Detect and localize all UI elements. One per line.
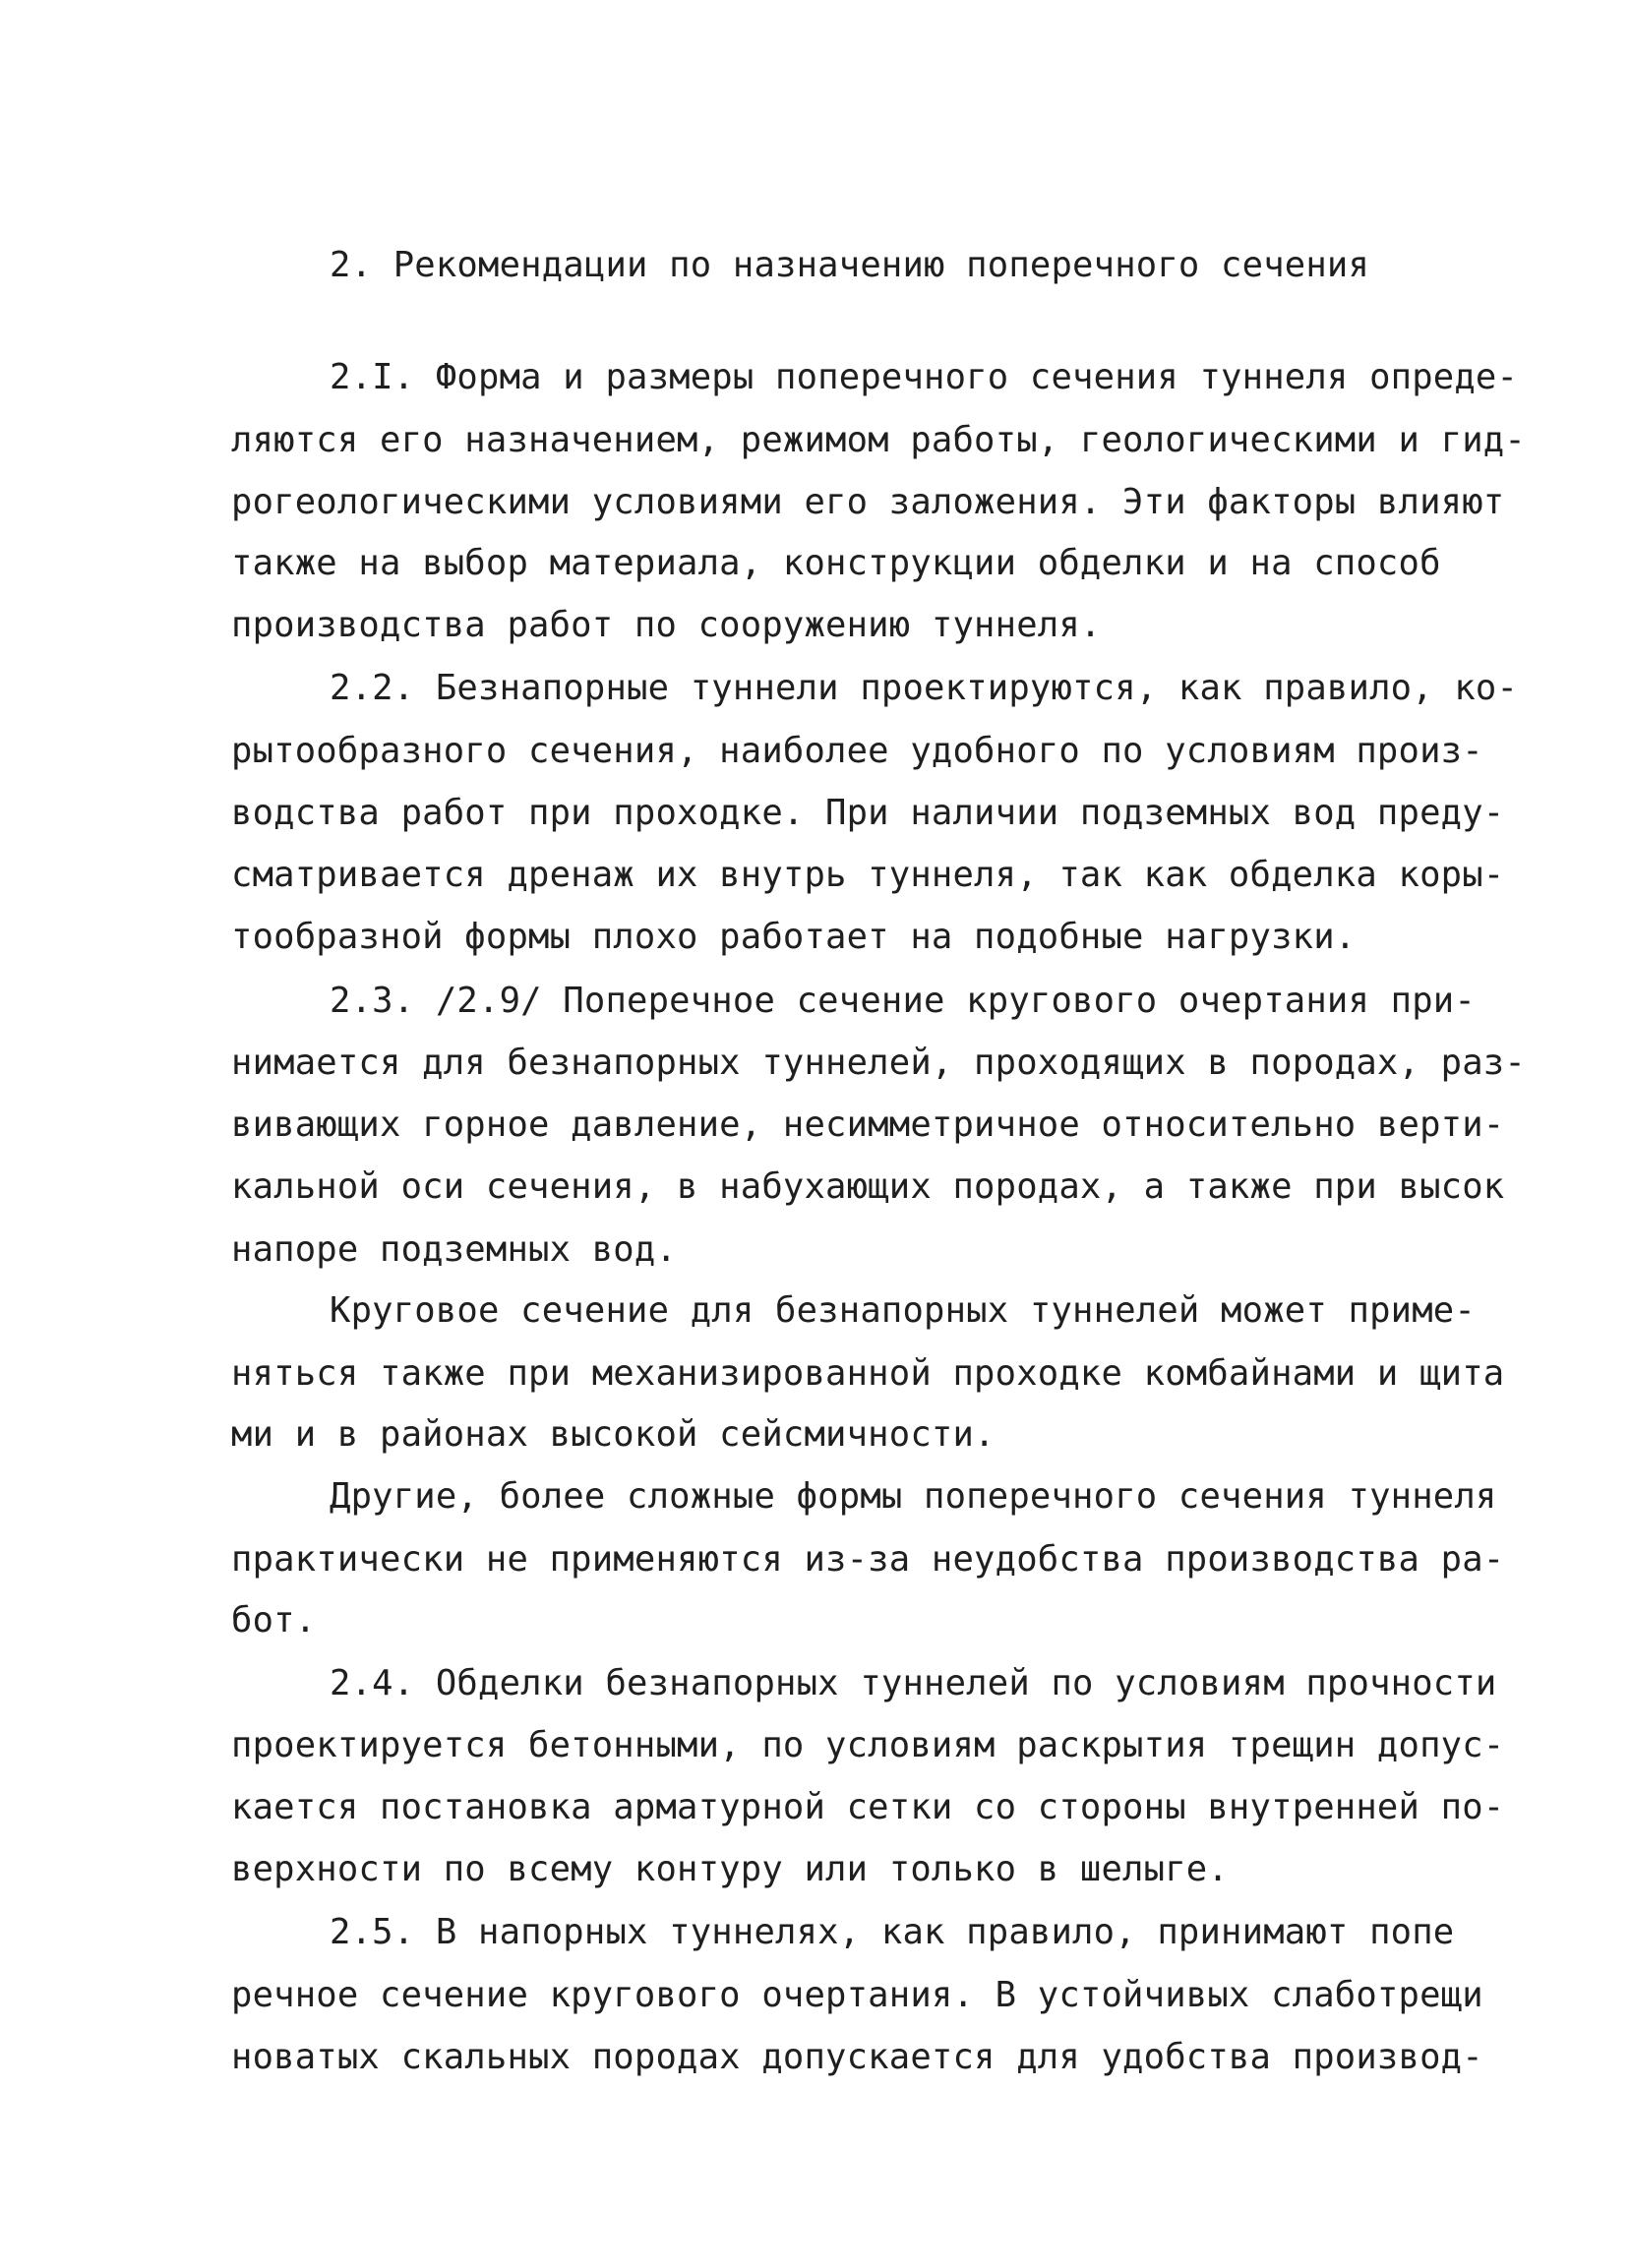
section-heading: 2. Рекомендации по назначению поперечного сечения: [330, 245, 1370, 285]
paragraph-line: водства работ при проходке. При наличии подземных вод преду-: [231, 793, 1505, 833]
paragraph-line: рытообразного сечения, наиболее удобного по условиям произ-: [231, 731, 1483, 771]
paragraph-line: новатых скальных породах допускается для удобства производ-: [231, 2037, 1483, 2077]
paragraph-line: речное сечение кругового очертания. В устойчивых слаботрещи: [231, 1975, 1483, 2015]
paragraph-line: сматривается дренаж их внутрь туннеля, так как обделка коры-: [231, 855, 1505, 895]
paragraph-line: 2.I. Форма и размеры поперечного сечения туннеля опреде-: [330, 357, 1519, 397]
paragraph-line: 2.2. Безнапорные туннели проектируются, как правило, ко-: [330, 668, 1519, 708]
paragraph-line: ми и в районах высокой сейсмичности.: [231, 1414, 996, 1455]
paragraph-line: вивающих горное давление, несимметричное относительно верти-: [231, 1104, 1505, 1145]
paragraph-line: 2.3. /2.9/ Поперечное сечение кругового очертания при-: [330, 981, 1476, 1021]
paragraph-line: кается постановка арматурной сетки со стороны внутренней по-: [231, 1787, 1505, 1827]
paragraph-line: проектируется бетонными, по условиям раскрытия трещин допус-: [231, 1725, 1505, 1765]
paragraph-line: рогеологическими условиями его заложения. Эти факторы влияют: [231, 482, 1505, 522]
paragraph-line: производства работ по сооружению туннеля.: [231, 605, 1102, 645]
paragraph-line: также на выбор материала, конструкции обделки и на способ: [231, 543, 1441, 583]
paragraph-line: нимается для безнапорных туннелей, проходящих в породах, раз-: [231, 1043, 1526, 1083]
paragraph-line: 2.5. В напорных туннелях, как правило, принимают попе: [330, 1912, 1455, 1952]
paragraph-line: бот.: [231, 1600, 317, 1641]
paragraph-line: Круговое сечение для безнапорных туннелей может приме-: [330, 1290, 1476, 1331]
paragraph-line: напоре подземных вод.: [231, 1229, 678, 1270]
paragraph-line: няться также при механизированной проходке комбайнами и щита: [231, 1353, 1505, 1394]
paragraph-line: тообразной формы плохо работает на подобные нагрузки.: [231, 917, 1357, 957]
paragraph-line: практически не применяются из-за неудобства производства ра-: [231, 1539, 1505, 1580]
paragraph-line: верхности по всему контуру или только в шелыге.: [231, 1849, 1229, 1889]
paragraph-line: 2.4. Обделки безнапорных туннелей по условиям прочности: [330, 1663, 1497, 1703]
paragraph-line: ляются его назначением, режимом работы, геологическими и гид-: [231, 420, 1526, 460]
paragraph-line: Другие, более сложные формы поперечного сечения туннеля: [330, 1476, 1497, 1517]
paragraph-line: кальной оси сечения, в набухающих породах, а также при высок: [231, 1166, 1505, 1207]
